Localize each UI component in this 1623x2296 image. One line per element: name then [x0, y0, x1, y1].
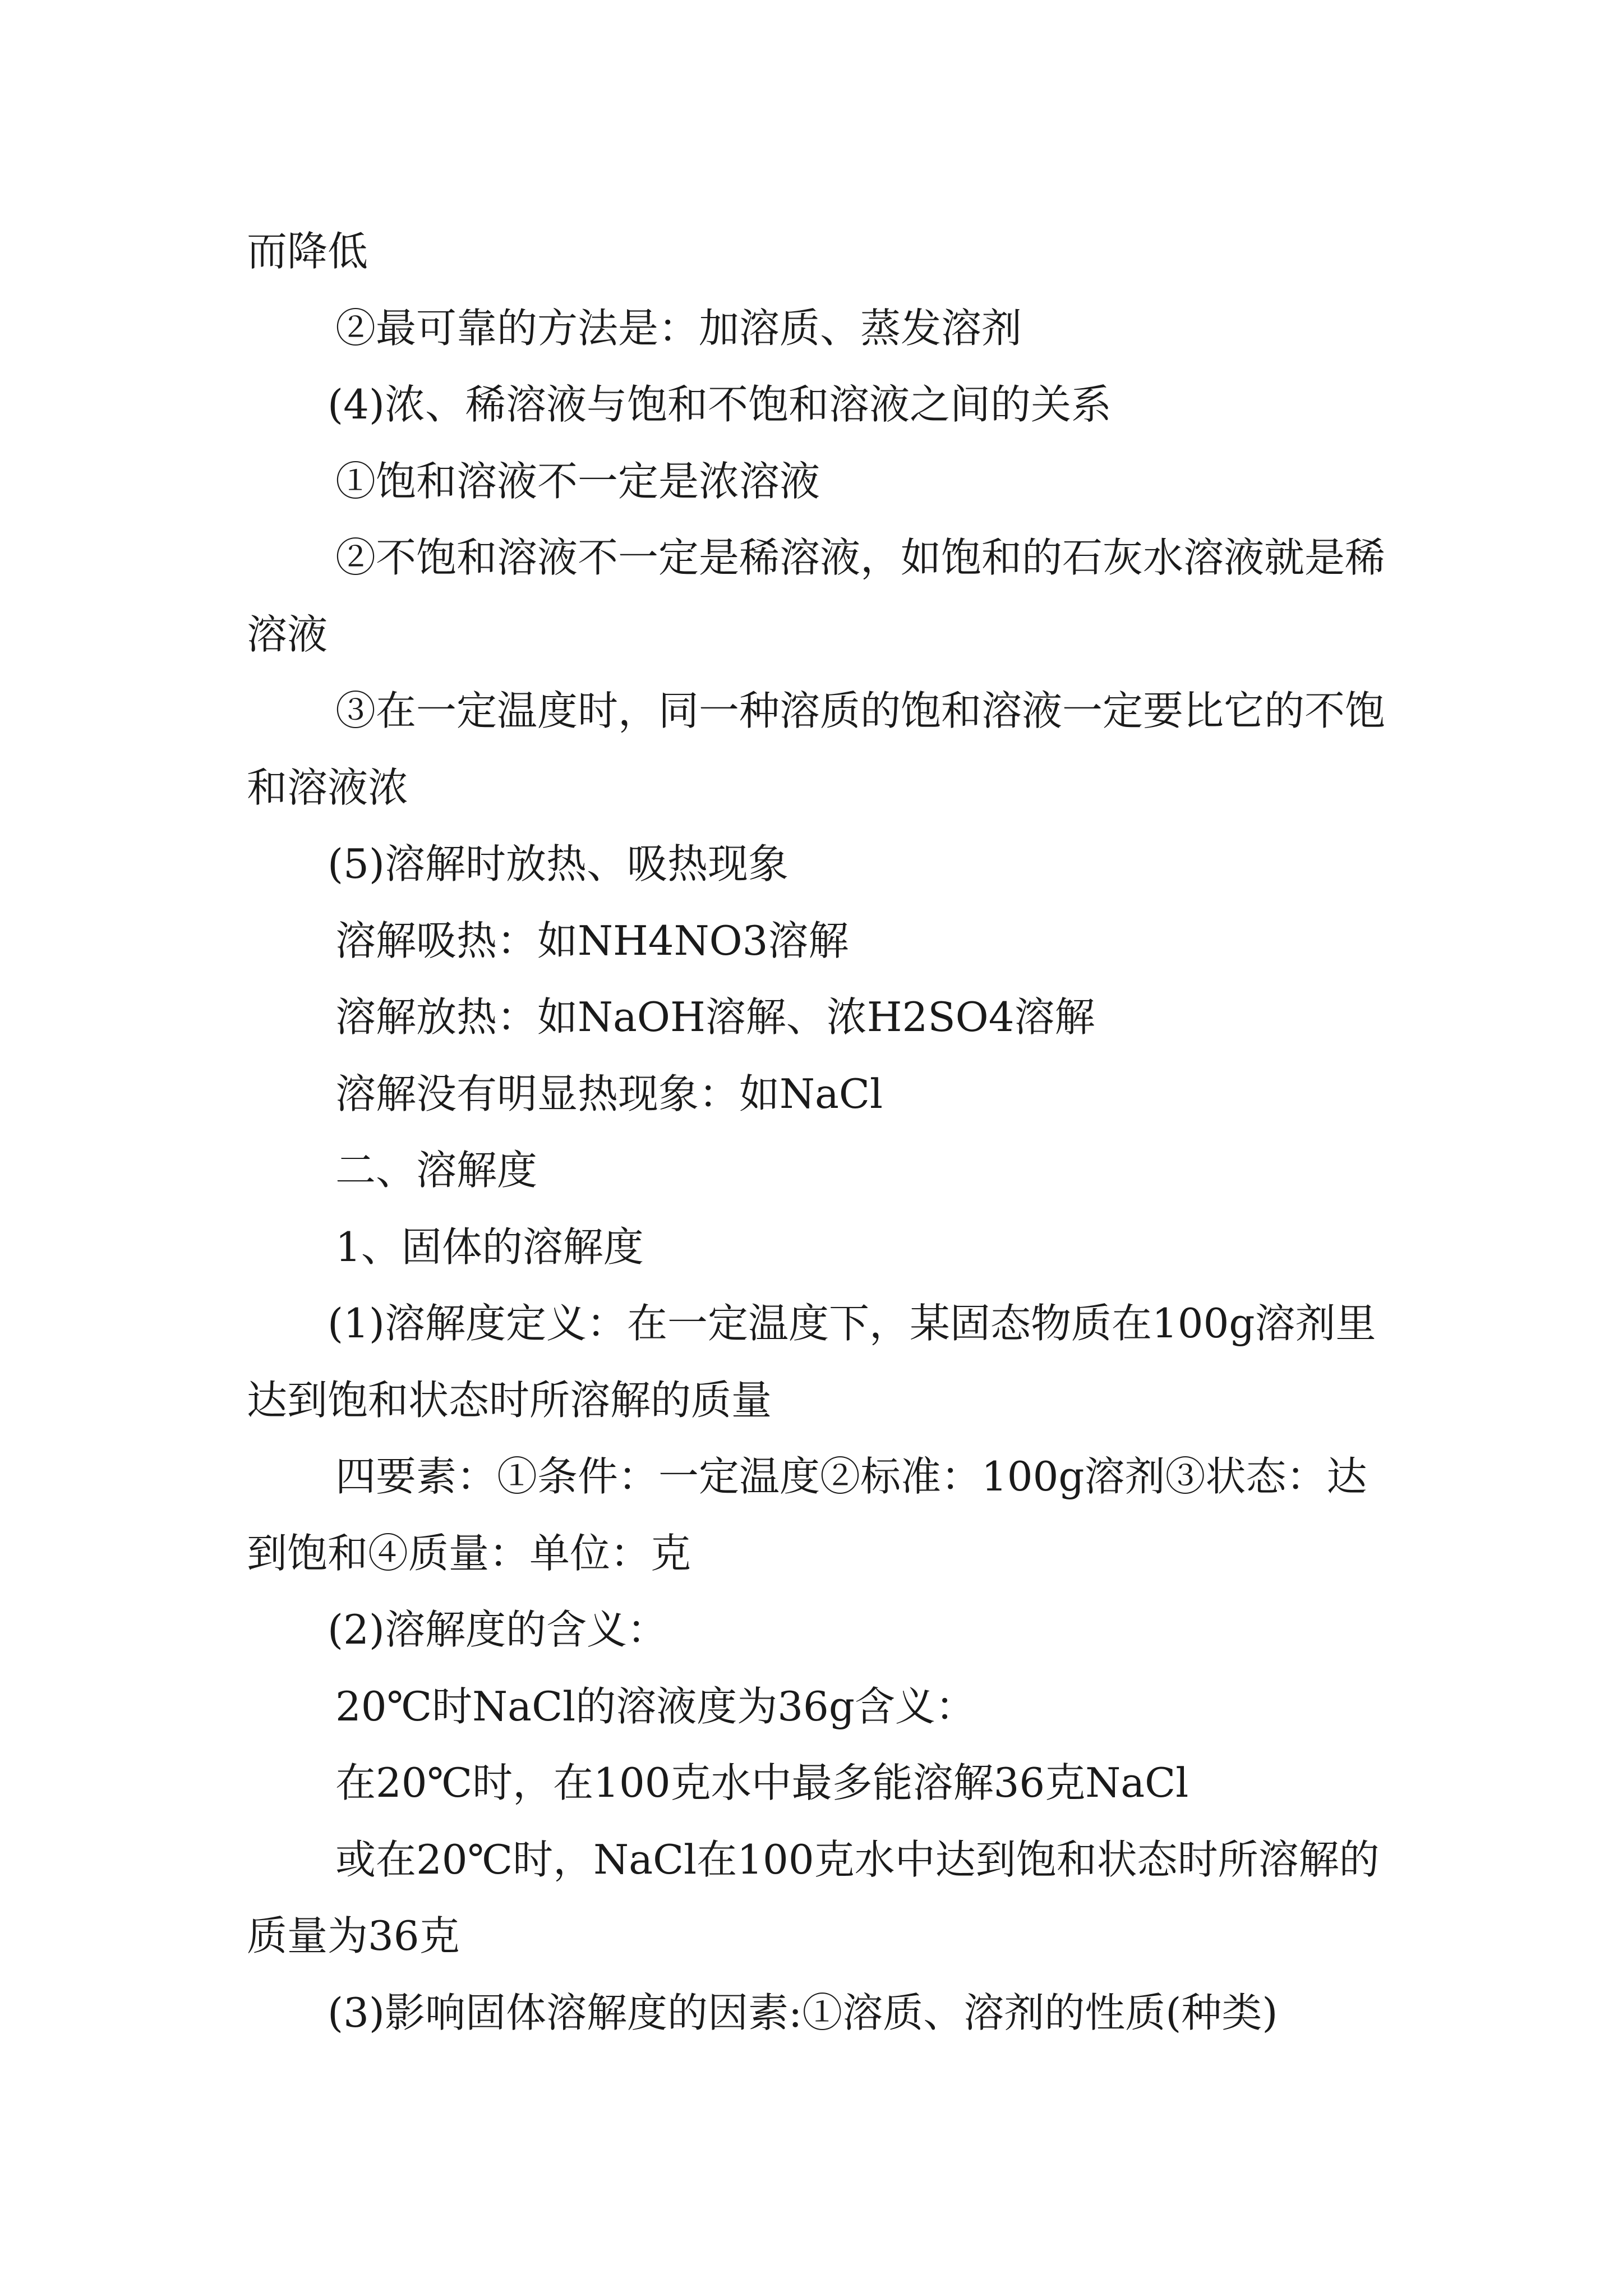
- paragraph-heading: (5)溶解时放热、吸热现象: [328, 840, 789, 887]
- section-heading: 二、溶解度: [335, 1147, 538, 1194]
- paragraph: 四要素：①条件：一定温度②标准：100g溶剂③状态：达到饱和④质量：单位：克: [247, 1453, 1367, 1577]
- paragraph: 20℃时NaCl的溶液度为36g含义：: [335, 1682, 976, 1730]
- paragraph: 溶解吸热：如NH4NO3溶解: [335, 917, 849, 964]
- paragraph: (3)影响固体溶解度的因素:①溶质、溶剂的性质(种类): [328, 1989, 1278, 2036]
- paragraph-heading: (4)浓、稀溶液与饱和不饱和溶液之间的关系: [328, 381, 1112, 428]
- paragraph-heading: (2)溶解度的含义：: [328, 1606, 667, 1653]
- paragraph: 溶解没有明显热现象：如NaCl: [335, 1070, 883, 1117]
- paragraph: ②不饱和溶液不一定是稀溶液，如饱和的石灰水溶液就是稀溶液: [247, 534, 1386, 658]
- paragraph-continuation: 而降低: [247, 228, 368, 275]
- paragraph: ③在一定温度时，同一种溶质的饱和溶液一定要比它的不饱和溶液浓: [247, 687, 1386, 811]
- paragraph: ②最可靠的方法是：加溶质、蒸发溶剂: [335, 304, 1022, 352]
- paragraph: 在20℃时，在100克水中最多能溶解36克NaCl: [335, 1759, 1189, 1806]
- paragraph: ①饱和溶液不一定是浓溶液: [335, 457, 820, 505]
- paragraph: 或在20℃时，NaCl在100克水中达到饱和状态时所溶解的质量为36克: [247, 1835, 1380, 1959]
- subsection-heading: 1、固体的溶解度: [335, 1223, 644, 1271]
- document-body: [247, 213, 1391, 2051]
- paragraph: (1)溶解度定义：在一定温度下，某固态物质在100g溶剂里达到饱和状态时所溶解的质量: [247, 1300, 1376, 1424]
- paragraph: 溶解放热：如NaOH溶解、浓H2SO4溶解: [335, 993, 1095, 1041]
